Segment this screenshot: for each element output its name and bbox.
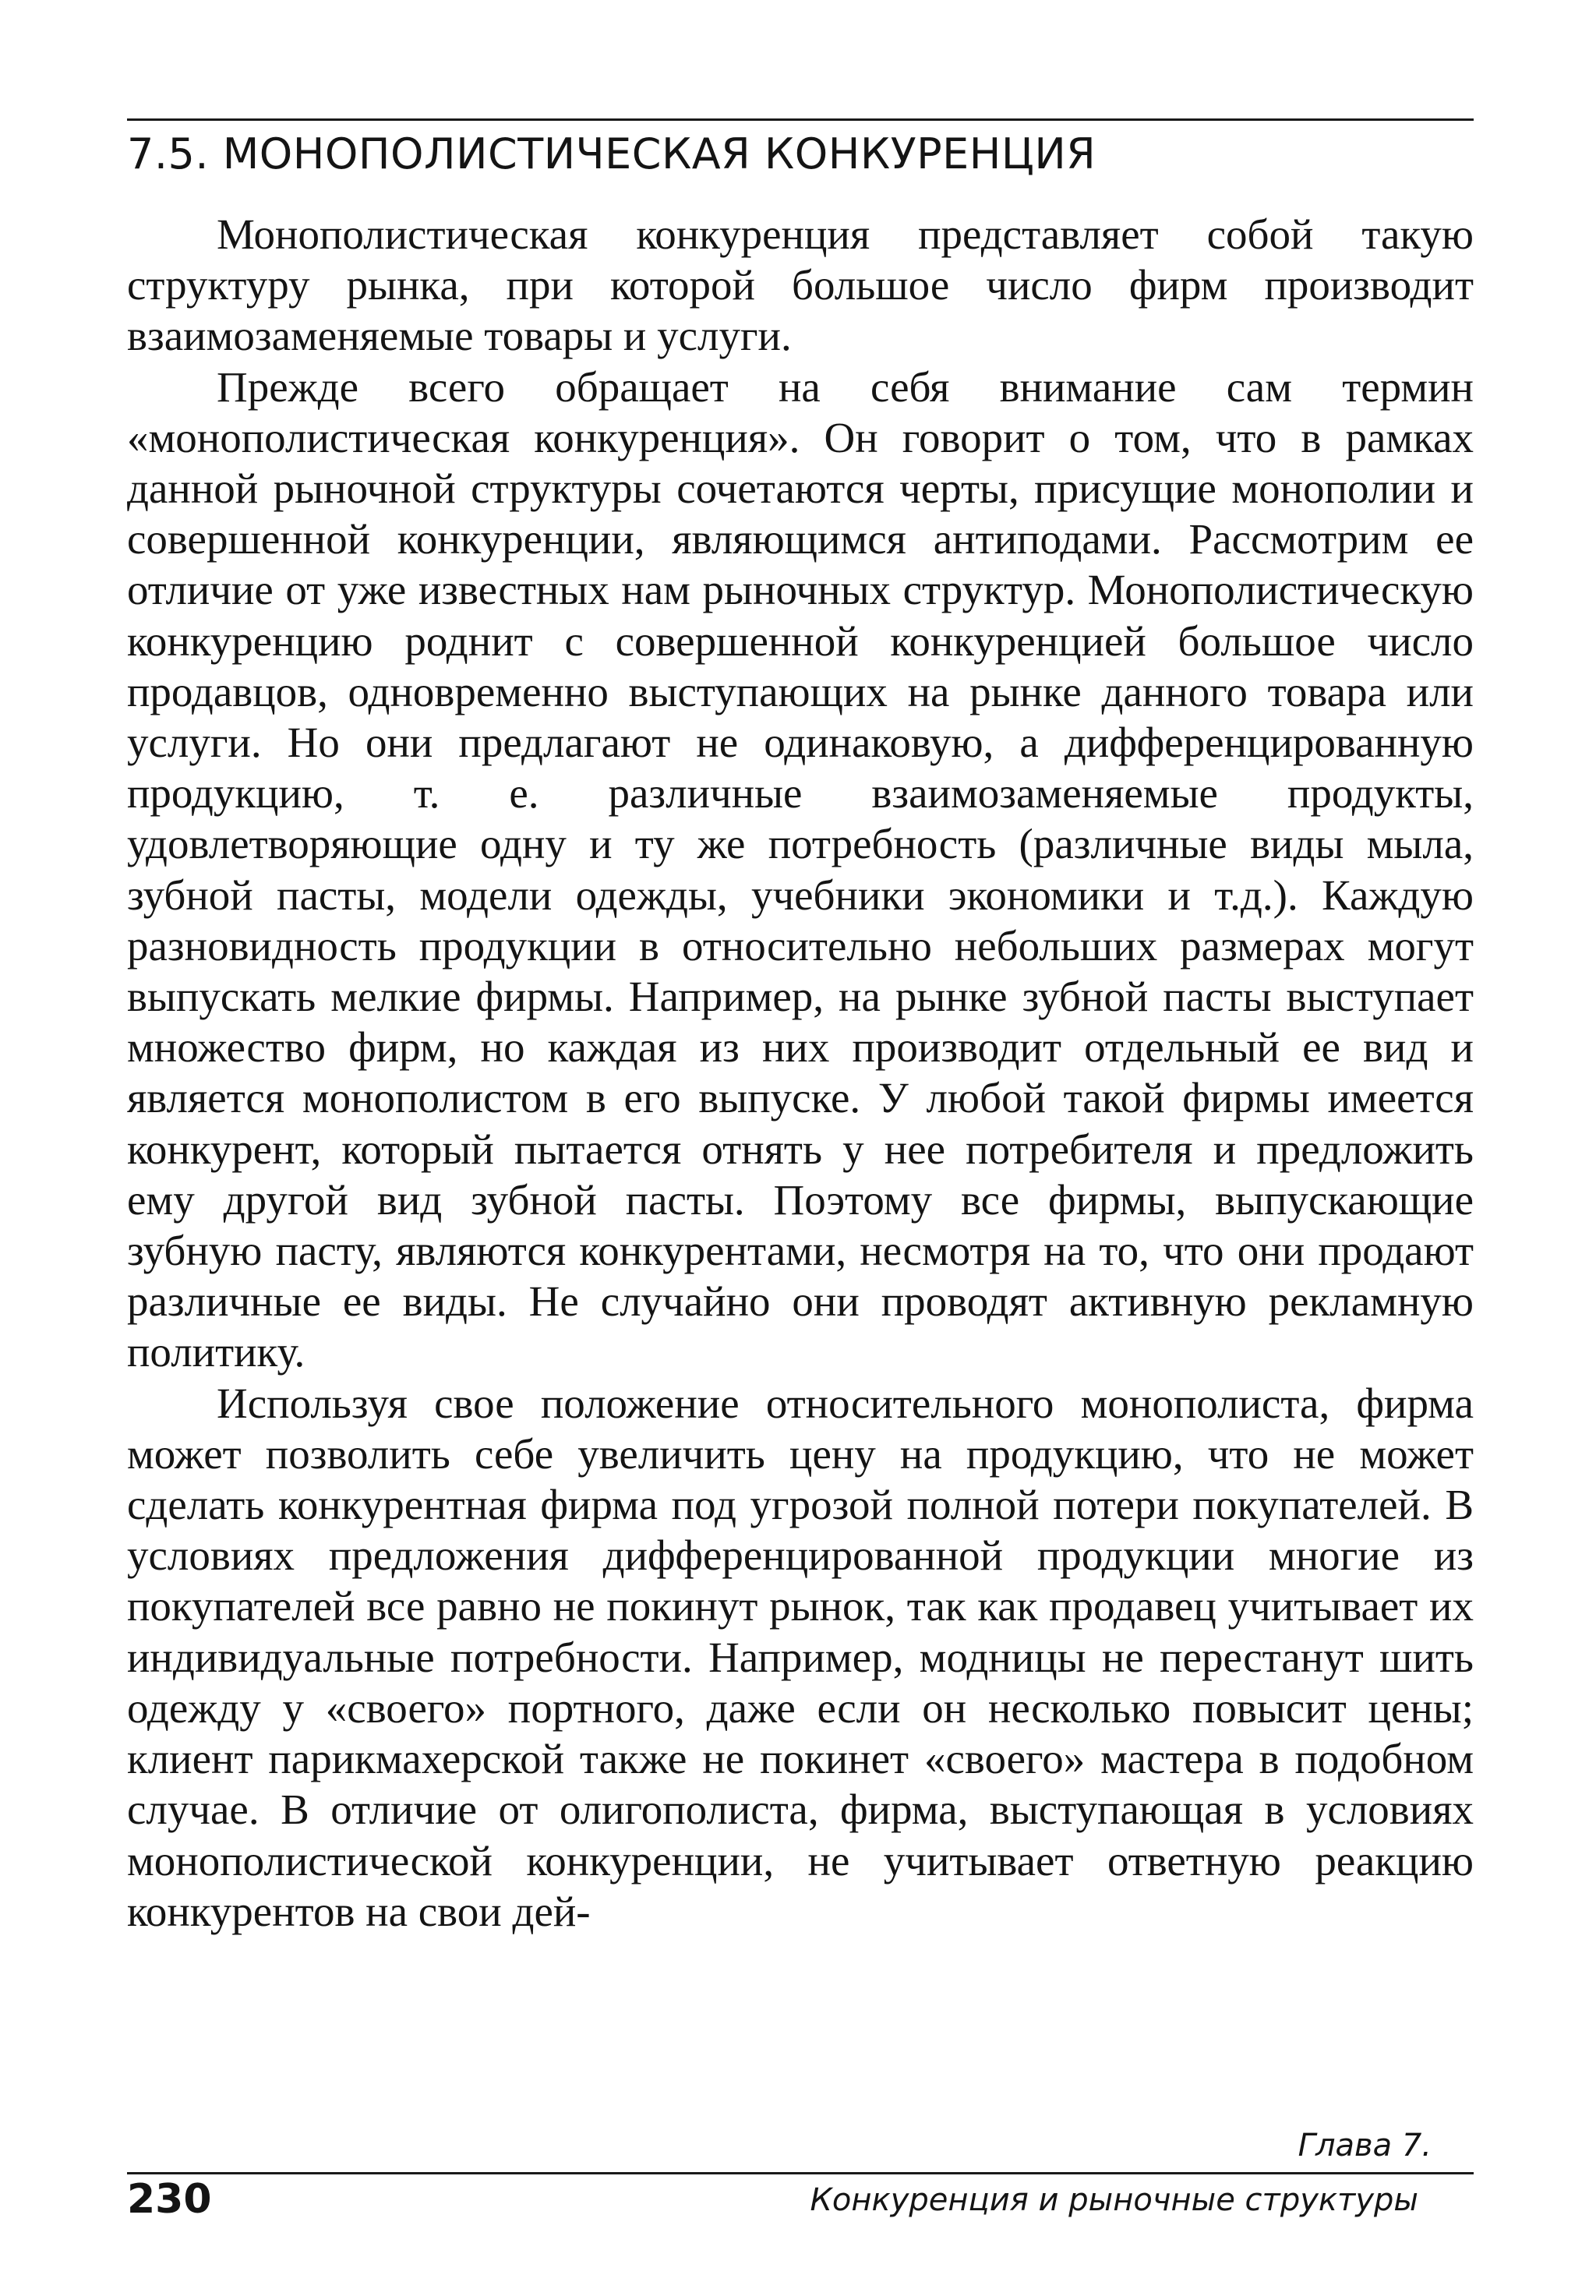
footer-rule (127, 2172, 1474, 2174)
body-text (127, 209, 1474, 1937)
top-rule (127, 118, 1474, 121)
page-number: 230 (127, 2176, 212, 2223)
footer-running-title: Конкуренция и рыночные структуры (810, 2182, 1418, 2218)
paragraph: Используя свое положение относительного монополиста, фирма может позволить себе увеличить цену на продукцию, что не может сделать конкурентная фирма под угрозой полной потери покупателей. В условиях предложения дифференцированной продукции многие из покупателей все равно не покинут рынок, так как продавец учитывает их индивидуальные потребности. Например, модницы не перестанут шить одежду у «своего» портного, даже если он несколько повысит цены; клиент парикмахерской также не покинет «своего» мастера в подобном случае. В отличие от олигополиста, фирма, выступающая в условиях монополистической конкуренции, не учитывает ответную реакцию конкурентов на свои дей- (127, 1379, 1474, 1935)
footer-chapter-label: Глава 7. (1298, 2128, 1432, 2164)
section-heading: 7.5. МОНОПОЛИСТИЧЕСКАЯ КОНКУРЕНЦИЯ (127, 129, 1096, 178)
paragraph: Монополистическая конкуренция представляет собой такую структуру рынка, при которой большое число фирм производит взаимозаменяемые товары и услуги. (127, 210, 1474, 360)
paragraph: Прежде всего обращает на себя внимание сам термин «монополистическая конкуренция». Он говорит о том, что в рамках данной рыночной структуры сочетаются черты, присущие монополии и совершенной конкуренции, являющимся антиподами. Рассмотрим ее отличие от уже известных нам рыночных структур. Монополистическую конкуренцию роднит с совершенной конкуренцией большое число продавцов, одновременно выступающих на рынке данного товара или услуги. Но они предлагают не одинаковую, а дифференцированную продукцию, т. е. различные взаимозаменяемые продукты, удовлетворяющие одну и ту же потребность (различные виды мыла, зубной пасты, модели одежды, учебники экономики и т.д.). Каждую разновидность продукции в относительно небольших размерах могут выпускать мелкие фирмы. Например, на рынке зубной пасты выступает множество фирм, но каждая из них производит отдельный ее вид и является монополистом в его выпуске. У любой такой фирмы имеется конкурент, который пытается отнять у нее потребителя и предложить ему другой вид зубной пасты. Поэтому все фирмы, выпускающие зубную пасту, являются конкурентами, несмотря на то, что они продают различные ее виды. Не случайно они проводят активную рекламную политику. (127, 362, 1474, 1376)
